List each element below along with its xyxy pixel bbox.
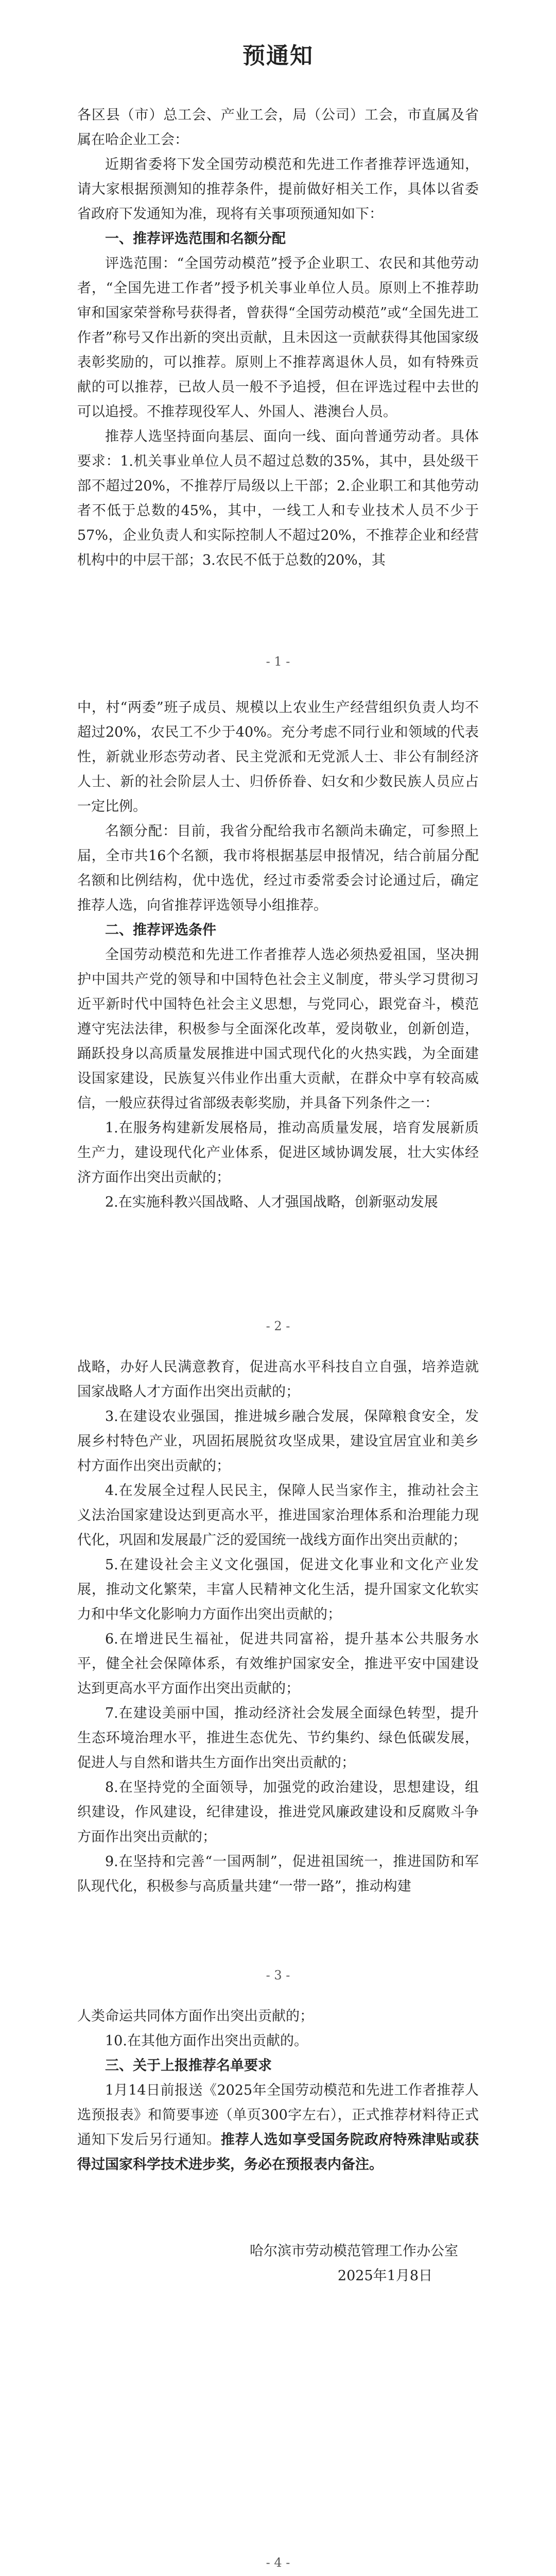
- signature-org: 哈尔滨市劳动模范管理工作办公室: [250, 2243, 458, 2259]
- quota-paragraph: 名额分配：目前，我省分配给我市名额尚未确定，可参照上届，全市共16个名额，我市将根据基层申报情况，结合前届分配名额和比例结构，优中选优，经过市委常委会讨论通过后，确定推荐人选，向省推荐评选领导小组推荐。: [77, 823, 479, 913]
- page-number: - 4 -: [266, 2555, 290, 2570]
- continued-paragraph: 战略，办好人民满意教育，促进高水平科技自立自强，培养造就国家战略人才方面作出突出贡献的；: [77, 1359, 479, 1400]
- page3-body: [77, 1355, 479, 1899]
- condition-item-1: 1.在服务构建新发展格局，推动高质量发展，培育发展新质生产力，建设现代化产业体系，促进区域协调发展，壮大实体经济方面作出突出贡献的；: [77, 1120, 479, 1185]
- section-heading-2: 二、推荐评选条件: [105, 922, 216, 938]
- condition-item-5: 5.在建设社会主义文化强国，促进文化事业和文化产业发展，推动文化繁荣，丰富人民精神文化生活，提升国家文化软实力和中华文化影响力方面作出突出贡献的；: [77, 1557, 479, 1622]
- deadline-paragraph: [77, 2078, 479, 2177]
- intro-paragraph: 近期省委将下发全国劳动模范和先进工作者推荐评选通知，请大家根据预测知的推荐条件，提前做好相关工作，具体以省委省政府下发通知为准，现将有关事项预通知如下：: [77, 157, 479, 222]
- page1-body: [77, 103, 479, 573]
- condition-item-3: 3.在建设农业强国，推进城乡融合发展，保障粮食安全，发展乡村特色产业，巩固拓展脱贫攻坚成果，建设宜居宜业和美乡村方面作出突出贡献的；: [77, 1409, 479, 1474]
- deadline-text: 1月14日前报送《2025年全国劳动模范和先进工作者推荐人选预报表》和简要事迹（单页300字左右），正式推荐材料待正式通知下发后另行通知。: [77, 2082, 479, 2148]
- page-number: - 2 -: [266, 1319, 290, 1333]
- condition-item-10: 10.在其他方面作出突出贡献的。: [105, 2033, 308, 2049]
- page4-body: [77, 2004, 479, 2289]
- continued-paragraph: 人类命运共同体方面作出突出贡献的；: [77, 2008, 314, 2024]
- addressee: 各区县（市）总工会、产业工会，局（公司）工会，市直属及省属在哈企业工会：: [77, 107, 479, 148]
- page-number: - 1 -: [266, 654, 290, 669]
- section-heading-3: 三、关于上报推荐名单要求: [105, 2058, 272, 2074]
- requirements-paragraph: 推荐人选坚持面向基层、面向一线、面向普通劳动者。具体要求：1.机关事业单位人员不超过总数的35%，其中，县处级干部不超过20%，不推荐厅局级以上干部；2.企业职工和其他劳动者不低于总数的45%，其中，一线工人和专业技术人员不少于57%，企业负责人和实际控制人不超过20%，不推荐企业和经营机构中的中层干部；3.农民不低于总数的20%，其: [77, 429, 479, 568]
- signature-date: 2025年1月8日: [337, 2268, 432, 2284]
- page2-body: [77, 696, 479, 1215]
- deadline-bold-note: 推荐人选如享受国务院政府特殊津贴或获得过国家科学技术进步奖，务必在预报表内备注。: [77, 2132, 479, 2173]
- section-heading-1: 一、推荐评选范围和名额分配: [105, 231, 286, 247]
- page-number: - 3 -: [266, 1968, 290, 1982]
- continued-paragraph: 中，村“两委”班子成员、规模以上农业生产经营组织负责人均不超过20%，农民工不少于40%。充分考虑不同行业和领域的代表性，新就业形态劳动者、民主党派和无党派人士、非公有制经济人士、新的社会阶层人士、归侨侨眷、妇女和少数民族人员应占一定比例。: [77, 700, 479, 815]
- condition-item-2: 2.在实施科教兴国战略、人才强国战略，创新驱动发展: [105, 1194, 438, 1210]
- scope-paragraph: 评选范围：“全国劳动模范”授予企业职工、农民和其他劳动者，“全国先进工作者”授予机关事业单位人员。原则上不推荐助审和国家荣誉称号获得者，曾获得“全国劳动模范”或“全国先进工作者”称号又作出新的突出贡献，且未因这一贡献获得其他国家级表彰奖励的，可以推荐。原则上不推荐离退休人员，如有特殊贡献的可以推荐，已故人员一般不予追授，但在评选过程中去世的可以追授。不推荐现役军人、外国人、港澳台人员。: [77, 256, 479, 420]
- page-title: 预通知: [242, 43, 314, 69]
- conditions-paragraph: 全国劳动模范和先进工作者推荐人选必须热爱祖国，坚决拥护中国共产党的领导和中国特色社会主义制度，带头学习贯彻习近平新时代中国特色社会主义思想，与党同心，跟党奋斗，模范遵守宪法法律，积极参与全面深化改革，爱岗敬业，创新创造，踊跃投身以高质量发展推进中国式现代化的火热实践，为全面建设国家建设，民族复兴伟业作出重大贡献，在群众中享有较高威信，一般应获得过省部级表彰奖励，并具备下列条件之一：: [77, 947, 479, 1111]
- condition-item-9: 9.在坚持和完善“一国两制”，促进祖国统一，推进国防和军队现代化，积极参与高质量共建“一带一路”，推动构建: [77, 1854, 479, 1894]
- condition-item-4: 4.在发展全过程人民民主，保障人民当家作主，推动社会主义法治国家建设达到更高水平，推进国家治理体系和治理能力现代化，巩固和发展最广泛的爱国统一战线方面作出突出贡献的；: [77, 1483, 479, 1548]
- condition-item-7: 7.在建设美丽中国，推动经济社会发展全面绿色转型，提升生态环境治理水平，推进生态优先、节约集约、绿色低碳发展，促进人与自然和谐共生方面作出突出贡献的；: [77, 1705, 479, 1771]
- condition-item-6: 6.在增进民生福祉，促进共同富裕，提升基本公共服务水平，健全社会保障体系，有效维护国家安全，推进平安中国建设达到更高水平方面作出突出贡献的；: [77, 1631, 479, 1697]
- condition-item-8: 8.在坚持党的全面领导，加强党的政治建设，思想建设，组织建设，作风建设，纪律建设，推进党风廉政建设和反腐败斗争方面作出突出贡献的；: [77, 1780, 479, 1845]
